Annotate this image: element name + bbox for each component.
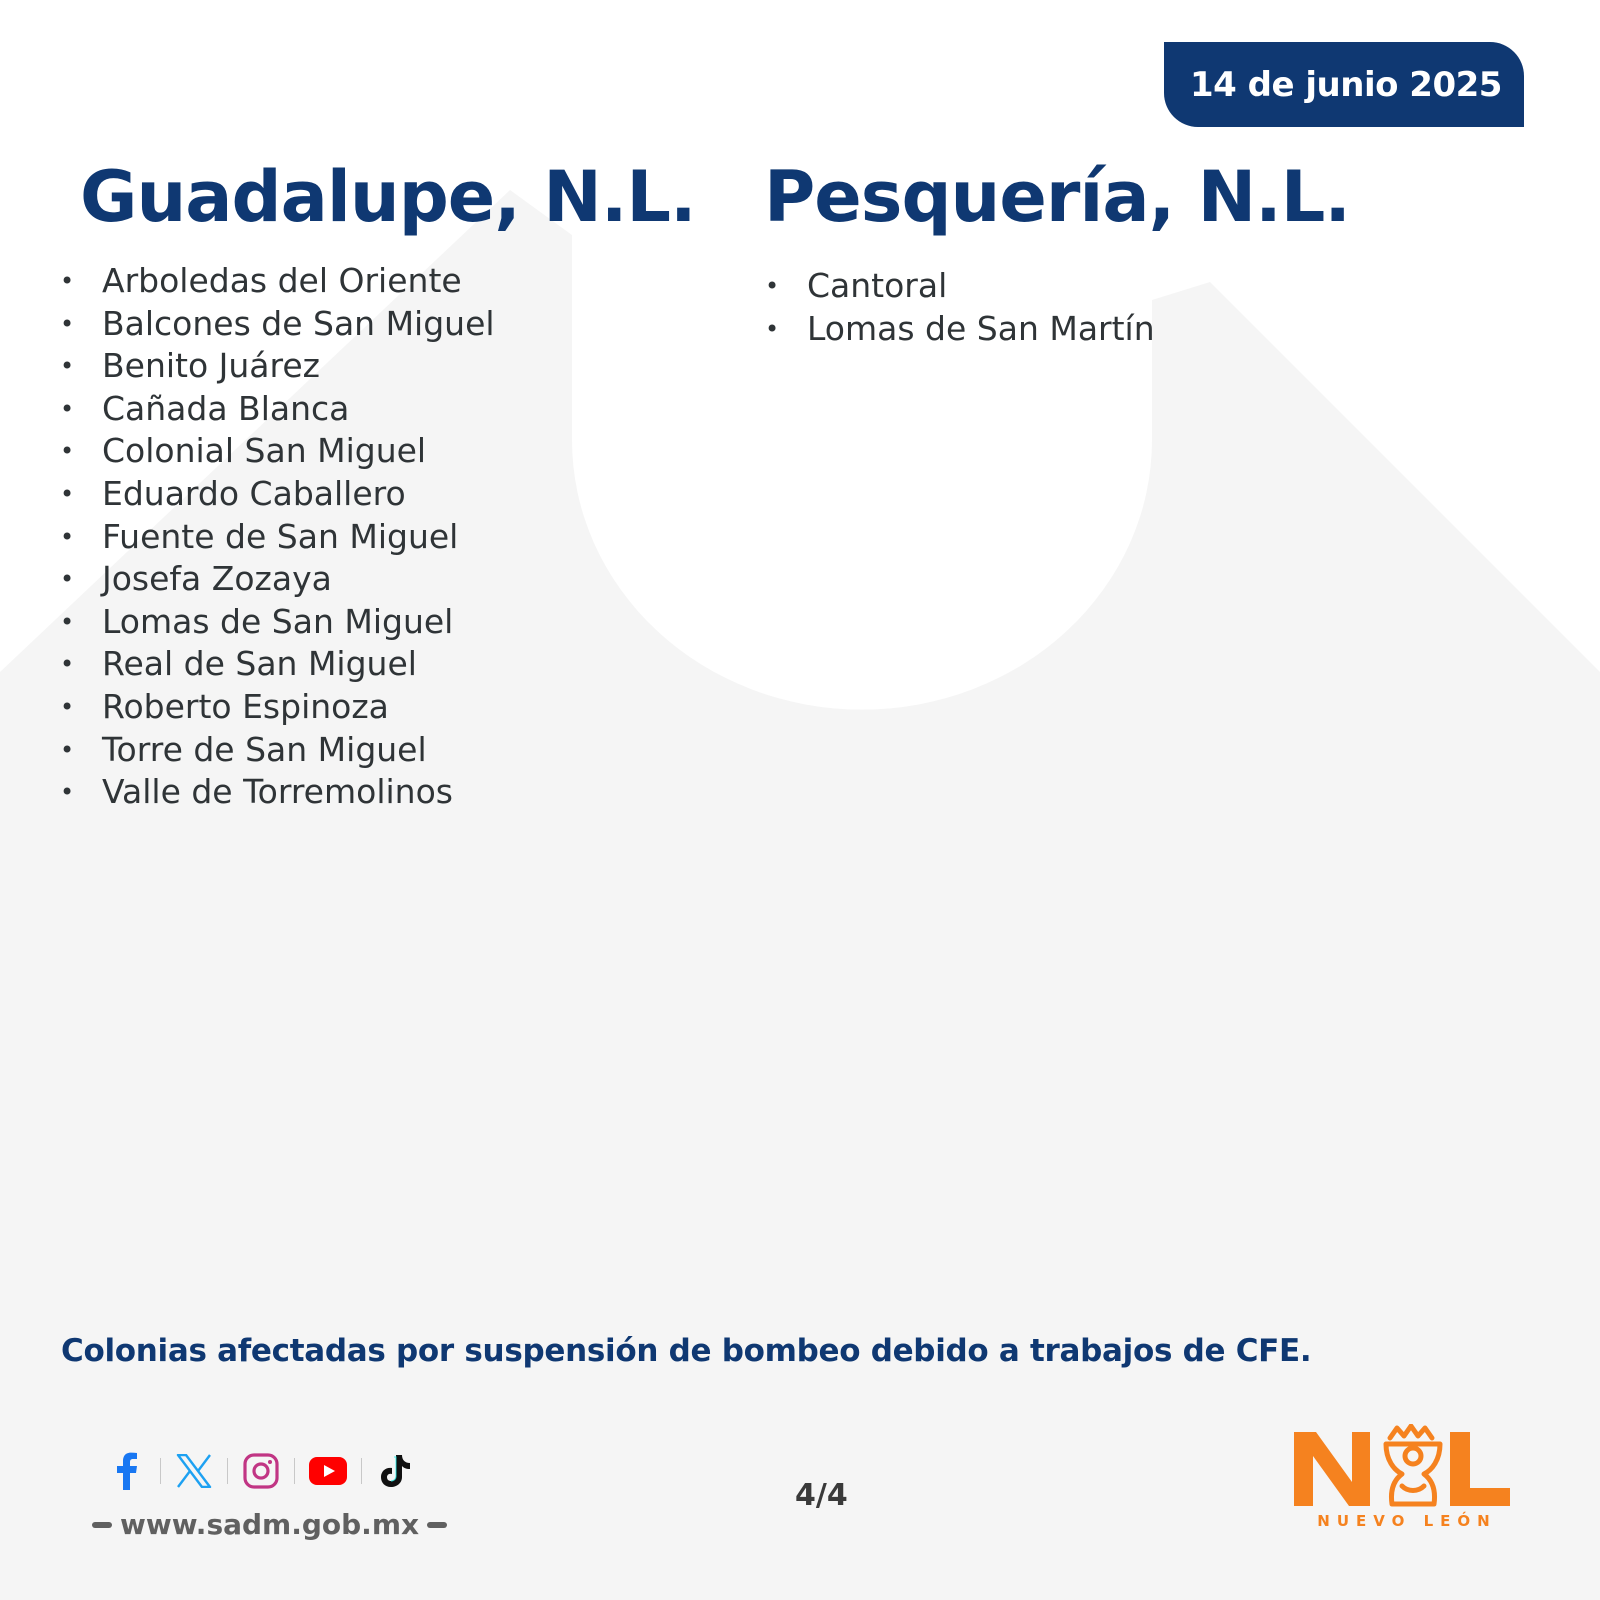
list-item: • Lomas de San Martín [765, 308, 1285, 351]
logo-caption: NUEVO LEÓN [1317, 1512, 1497, 1530]
x-icon[interactable] [175, 1452, 213, 1490]
page-indicator: 4/4 [795, 1478, 848, 1513]
list-item: • Cañada Blanca [60, 388, 530, 431]
section-title-guadalupe: Guadalupe, N.L. [80, 156, 696, 238]
instagram-icon[interactable] [242, 1452, 280, 1490]
list-item: • Valle de Torremolinos [60, 771, 530, 814]
list-item: • Eduardo Caballero [60, 473, 530, 516]
list-item: • Benito Juárez [60, 345, 530, 388]
website-link[interactable] [84, 1508, 455, 1541]
list-item: • Fuente de San Miguel [60, 516, 530, 559]
separator [227, 1458, 228, 1484]
date-text: 14 de junio 2025 [1190, 64, 1502, 105]
social-icons [108, 1450, 414, 1492]
separator [361, 1458, 362, 1484]
section-title-pesqueria: Pesquería, N.L. [764, 156, 1350, 238]
dash-decoration [92, 1522, 112, 1528]
list-item: • Torre de San Miguel [60, 729, 530, 772]
list-item: • Josefa Zozaya [60, 558, 530, 601]
separator [294, 1458, 295, 1484]
footnote: Colonias afectadas por suspensión de bombeo debido a trabajos de CFE. [61, 1333, 1312, 1369]
list-item: • Roberto Espinoza [60, 686, 530, 729]
colonias-list-guadalupe [60, 260, 530, 814]
dash-decoration [427, 1522, 447, 1528]
separator [160, 1458, 161, 1484]
list-item: • Balcones de San Miguel [60, 303, 530, 346]
list-item: • Cantoral [765, 265, 1285, 308]
tiktok-icon[interactable] [376, 1452, 414, 1490]
list-item: • Lomas de San Miguel [60, 601, 530, 644]
facebook-icon[interactable] [108, 1452, 146, 1490]
list-item: • Real de San Miguel [60, 643, 530, 686]
colonias-list-pesqueria [765, 265, 1285, 350]
date-badge [1164, 42, 1524, 127]
list-item: • Arboledas del Oriente [60, 260, 530, 303]
list-item: • Colonial San Miguel [60, 430, 530, 473]
youtube-icon[interactable] [309, 1452, 347, 1490]
website-url: www.sadm.gob.mx [120, 1508, 420, 1541]
